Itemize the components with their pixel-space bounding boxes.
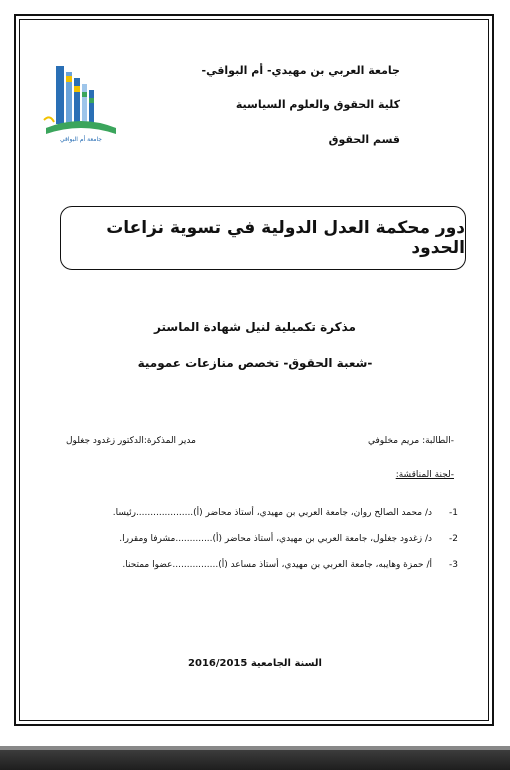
degree-line: مذكرة تكميلية لنيل شهادة الماستر [154,320,356,334]
committee-member [40,560,458,570]
member-text: د/ محمد الصالح روان، جامعة العربي بن مهيدي، أستاذ محاضر (أ)....................رئيسا. [112,508,432,518]
member-number: 1- [449,508,458,518]
supervisor-name: مدير المذكرة:الدكتور زغدود جغلول [66,436,196,446]
member-text: د/ زغدود جغلول، جامعة العربي بن مهيدي، أستاذ محاضر (أ).............مشرفا ومقررا. [119,534,432,544]
university-name: جامعة العربي بن مهيدي- أم البواقي- [201,64,400,77]
member-number: 3- [449,560,458,570]
student-name: -الطالبة: مريم مخلوفي [368,436,454,446]
university-logo-icon [40,62,122,144]
department-name: قسم الحقوق [328,133,400,146]
specialty-line: -شعبة الحقوق- تخصص منازعات عمومية [137,356,373,370]
committee-heading: -لجنة المناقشة: [395,470,454,480]
academic-year: السنة الجامعية 2016/2015 [188,658,322,669]
member-text: أ/ حمزة وهايبه، جامعة العربي بن مهيدي، أستاذ مساعد (أ)................عضوا ممتحنا. [122,560,432,570]
committee-member [40,534,458,544]
faculty-name: كلية الحقوق والعلوم السياسية [235,98,400,111]
member-number: 2- [449,534,458,544]
committee-member [40,508,458,518]
thesis-title: دور محكمة العدل الدولية في تسوية نزاعات الحدود [106,218,465,258]
logo-caption: جامعة أم البواقي [60,136,102,143]
viewer-bottom-bar [0,750,510,770]
thesis-title-box [60,206,466,270]
